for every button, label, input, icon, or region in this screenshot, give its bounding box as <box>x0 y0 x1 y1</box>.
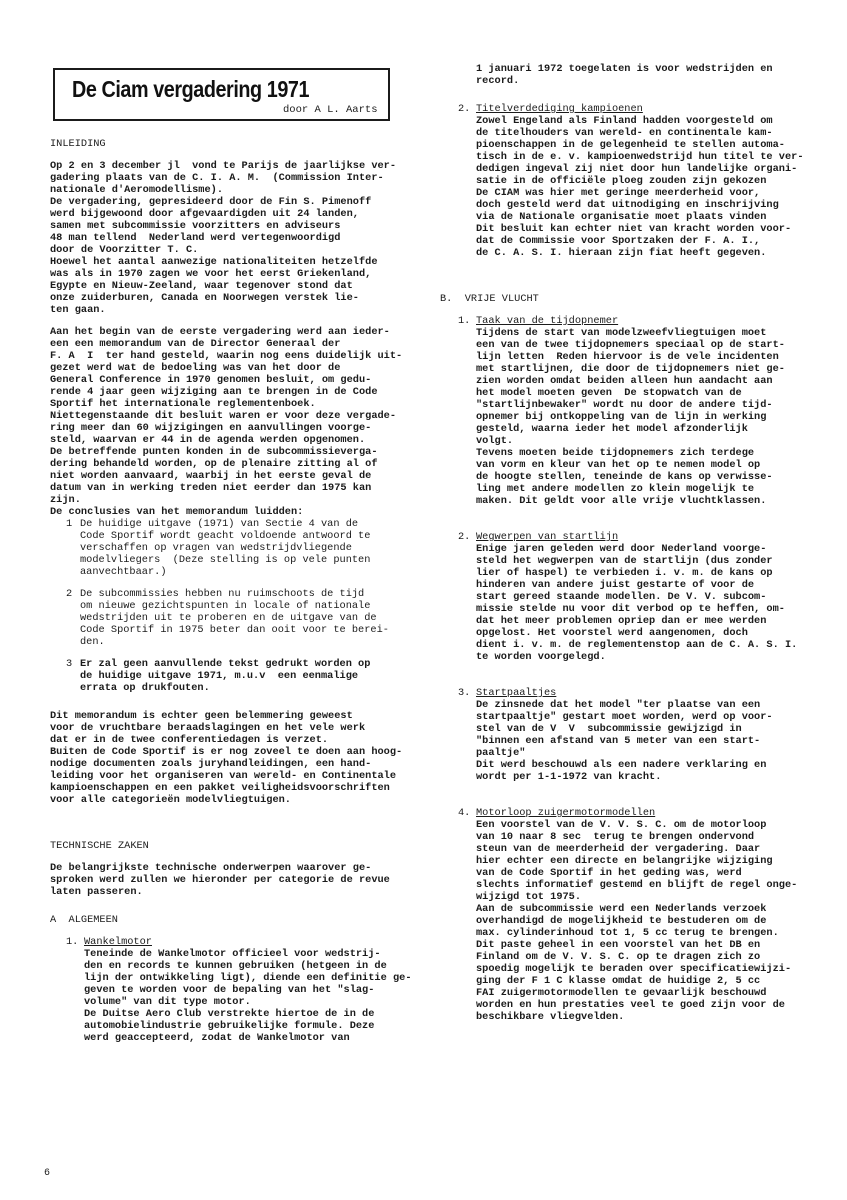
subsection-wankelmotor <box>50 936 412 1044</box>
subsection-title: Wegwerpen van startlijn <box>476 531 619 543</box>
subsection-number: 2. <box>458 531 471 543</box>
list-item <box>66 658 396 694</box>
subsection-text: Een voorstel van de V. V. S. C. om de motorloop van 10 naar 8 sec terug te brengen ondervond steun van de meerderheid der vergadering. Daar hier echter een directe en belangrijke wijziging van de Code Sportif in het geding was, werd slechts informatief gestemd en blijft de regel onge- wijzigd tot 1975. Aan de subcommissie werd een Nederlands verzoek overhandigd de mogelijkheid te bestuderen om de max. cylinderinhoud tot 1, 5 cc terug te brengen. Dit paste geheel in een voorstel van het DB en Finland om de V. V. S. C. op te dragen zich zo spoedig mogelijk te beraden over specificatiewijzi- ging der F 1 C klasse omdat de huidige 2, 5 cc FAI zuigermotormodellen te gevaarlijk beschouwd worden en hun prestaties veel te goed zijn voor de beschikbare vliegvelden. <box>476 819 798 1023</box>
subsection-title: Wankelmotor <box>84 936 152 948</box>
article-title: De Ciam vergadering 1971 <box>72 76 310 102</box>
subsection-text: Zowel Engeland als Finland hadden voorgesteld om de titelhouders van wereld- en continentale kam- pioenschappen in de gelegenheid te stellen automa- tisch in de e. v. kampioenwedstrijd hun titel te ver- dedigen ingeval zij niet door hun landelijke organi- satie in de officiële ploeg zouden zijn gekozen De CIAM was hier met geringe meerderheid voor, doch gesteld werd dat uitnodiging en inschrijving via de Nationale organisatie moet plaats vinden Dit besluit kan echter niet van kracht worden voor- dat de Commissie voor Sportzaken der F. A. I., de C. A. S. I. hieraan zijn fiat heeft gegeven. <box>476 115 804 259</box>
conclusions-list <box>50 518 396 694</box>
intro-paragraph: Op 2 en 3 december jl vond te Parijs de jaarlijkse ver- gadering plaats van de C. I. A. M. (Commission Inter- nationale d'Aeromodellisme). De vergadering, gepresideerd door de Fin S. Pimenoff werd bijgewoond door afgevaardigden uit 24 landen, samen met subcommissie voorzitters en adviseurs 48 man tellend Nederland werd vertegenwoordigd door de Voorzitter T. C. Hoewel het aantal aanwezige nationaliteiten hetzelfde was als in 1970 zagen we voor het eerst Griekenland, Egypte en Nieuw-Zeeland, waar tegenover stond dat onze zuiderburen, Canada en Noorwegen verstek lie- ten gaan. <box>50 160 397 316</box>
wankelmotor-continuation: 1 januari 1972 toegelaten is voor wedstrijden en record. <box>476 63 773 87</box>
subsection-item <box>458 807 798 1023</box>
section-heading-technische-zaken: TECHNISCHE ZAKEN <box>50 840 149 852</box>
after-memorandum-paragraph: Dit memorandum is echter geen belemmering geweest voor de vruchtbare beraadslagingen en het vele werk dat er in de twee conferentiedagen is verzet. Buiten de Code Sportif is er nog zoveel te doen aan hoog- nodige documenten zoals juryhandleidingen, een hand- leiding voor het organiseren van wereld- en Continentale kampioenschappen en een pakket veiligheidsvoorschriften voor alle categorieën modelvliegtuigen. <box>50 710 403 806</box>
author-byline: door A L. Aarts <box>283 104 378 116</box>
subsection-number: 1. <box>66 936 79 948</box>
subsection-number: 4. <box>458 807 471 819</box>
subsection-title: Taak van de tijdopnemer <box>476 315 619 327</box>
list-number: 2 <box>66 588 73 600</box>
list-text: De subcommissies hebben nu ruimschoots de tijd om nieuwe gezichtspunten in locale of nationale wedstrijden uit te proberen en de uitgave van de Code Sportif in 1975 beter dan ooit voor te berei- den. <box>80 588 389 648</box>
subsection-text: Tijdens de start van modelzweefvliegtuigen moet een van de twee tijdopnemers speciaal op de start- lijn letten Reden hiervoor is de vele incidenten met startlijnen, die door de tijdopnemers niet ge- zien worden omdat beiden alleen hun aandacht aan het model moeten geven De stopwatch van de "startlijnbewaker" wordt nu door de andere tijd- opnemer bij ontkoppeling van de lijn in werking gesteld, waarna ieder het model afzonderlijk volgt. Tevens moeten beide tijdopnemers zich terdege van vorm en kleur van het op te nemen model op de hoogte stellen, teneinde de kans op verwisse- ling met andere modellen zo klein mogelijk te maken. Dit geldt voor alle vrije vluchtklassen. <box>476 327 785 507</box>
subsection-item <box>458 315 785 507</box>
list-text: De huidige uitgave (1971) van Sectie 4 van de Code Sportif wordt geacht voldoende antwoord te verschaffen op vragen van wedstrijdvliegende modelvliegers (Deze stelling is op vele punten aanvechtbaar.) <box>80 518 371 578</box>
section-heading-vrije-vlucht: B. VRIJE VLUCHT <box>440 293 539 305</box>
list-number: 1 <box>66 518 73 530</box>
memorandum-paragraph: Aan het begin van de eerste vergadering werd aan ieder- een een memorandum van de Director Generaal der F. A I ter hand gesteld, waarin nog eens duidelijk uit- gezet werd wat de bedoeling was van het door de General Conference in 1970 genomen besluit, om gedu- rende 4 jaar geen wijziging aan te brengen in de Code Sportif het internationale reglementenboek. Niettegenstaande dit besluit waren er voor deze vergade- ring meer dan 60 wijzigingen en aanvullingen voorge- steld, waarvan er 44 in de agenda werden opgenomen. De betreffende punten konden in de subcommissieverga- dering behandeld worden, op de plenaire zitting al of niet worden aanvaard, waarbij in het eerste geval de datum van in werking treden niet eerder dan 1975 kan zijn. De conclusies van het memorandum luidden: <box>50 326 403 518</box>
subsection-number: 2. <box>458 103 471 115</box>
subsection-text: Enige jaren geleden werd door Nederland voorge- steld het wegwerpen van de startlijn (dus zonder lier of haspel) te verbieden i. v. m. de kans op hinderen van andere juist gestarte of voor de start gereed staande modellen. De V. V. subcom- missie stelde nu voor dit verbod op te heffen, om- dat het meer problemen opriep dan er mee werden opgelost. Het voorstel werd aangenomen, doch dient i. v. m. de reglementenstop aan de C. A. S. I. te worden voorgelegd. <box>476 543 798 663</box>
technische-intro-paragraph: De belangrijkste technische onderwerpen waarover ge- sproken werd zullen we hieronder per categorie de revue laten passeren. <box>50 862 390 898</box>
subsection-title: Motorloop zuigermotormodellen <box>476 807 656 819</box>
subsection-text: De zinsnede dat het model "ter plaatse van een startpaaltje" gestart moet worden, werd op voor- stel van de V V subcommissie gewijzigd in "binnen een afstand van 5 meter van een start- paaltje" Dit werd beschouwd als een nadere verklaring en wordt per 1-1-1972 van kracht. <box>476 699 773 783</box>
subsection-title: Startpaaltjes <box>476 687 557 699</box>
subsection-item <box>458 687 778 783</box>
list-text: Er zal geen aanvullende tekst gedrukt worden op de huidige uitgave 1971, m.u.v een eenmalige errata op drukfouten. <box>80 658 371 694</box>
subsection-number: 1. <box>458 315 471 327</box>
list-item <box>66 588 396 648</box>
subsection-title: Titelverdediging kampioenen <box>476 103 643 115</box>
subsection-text: Teneinde de Wankelmotor officieel voor wedstrij- den en records te kunnen gebruiken (hetgeen in de lijn der ontwikkeling ligt), diende een definitie ge- geven te worden voor de bepaling van het "slag- volume" van dit type motor. De Duitse Aero Club verstrekte hiertoe de in de automobielindustrie gebruikelijke formule. Deze werd geaccepteerd, zodat de Wankelmotor van <box>84 948 412 1044</box>
left-column <box>50 138 412 1044</box>
page-number: 6 <box>44 1168 51 1179</box>
title-box <box>53 68 390 121</box>
section-heading-inleiding: INLEIDING <box>50 138 106 150</box>
section-heading-algemeen: A ALGEMEEN <box>50 914 118 926</box>
subsection-number: 3. <box>458 687 471 699</box>
right-column <box>440 63 804 1023</box>
subsection-item <box>458 531 798 663</box>
list-item <box>66 518 396 578</box>
subsection-titelverdediging <box>458 103 804 259</box>
list-number: 3 <box>66 658 73 670</box>
